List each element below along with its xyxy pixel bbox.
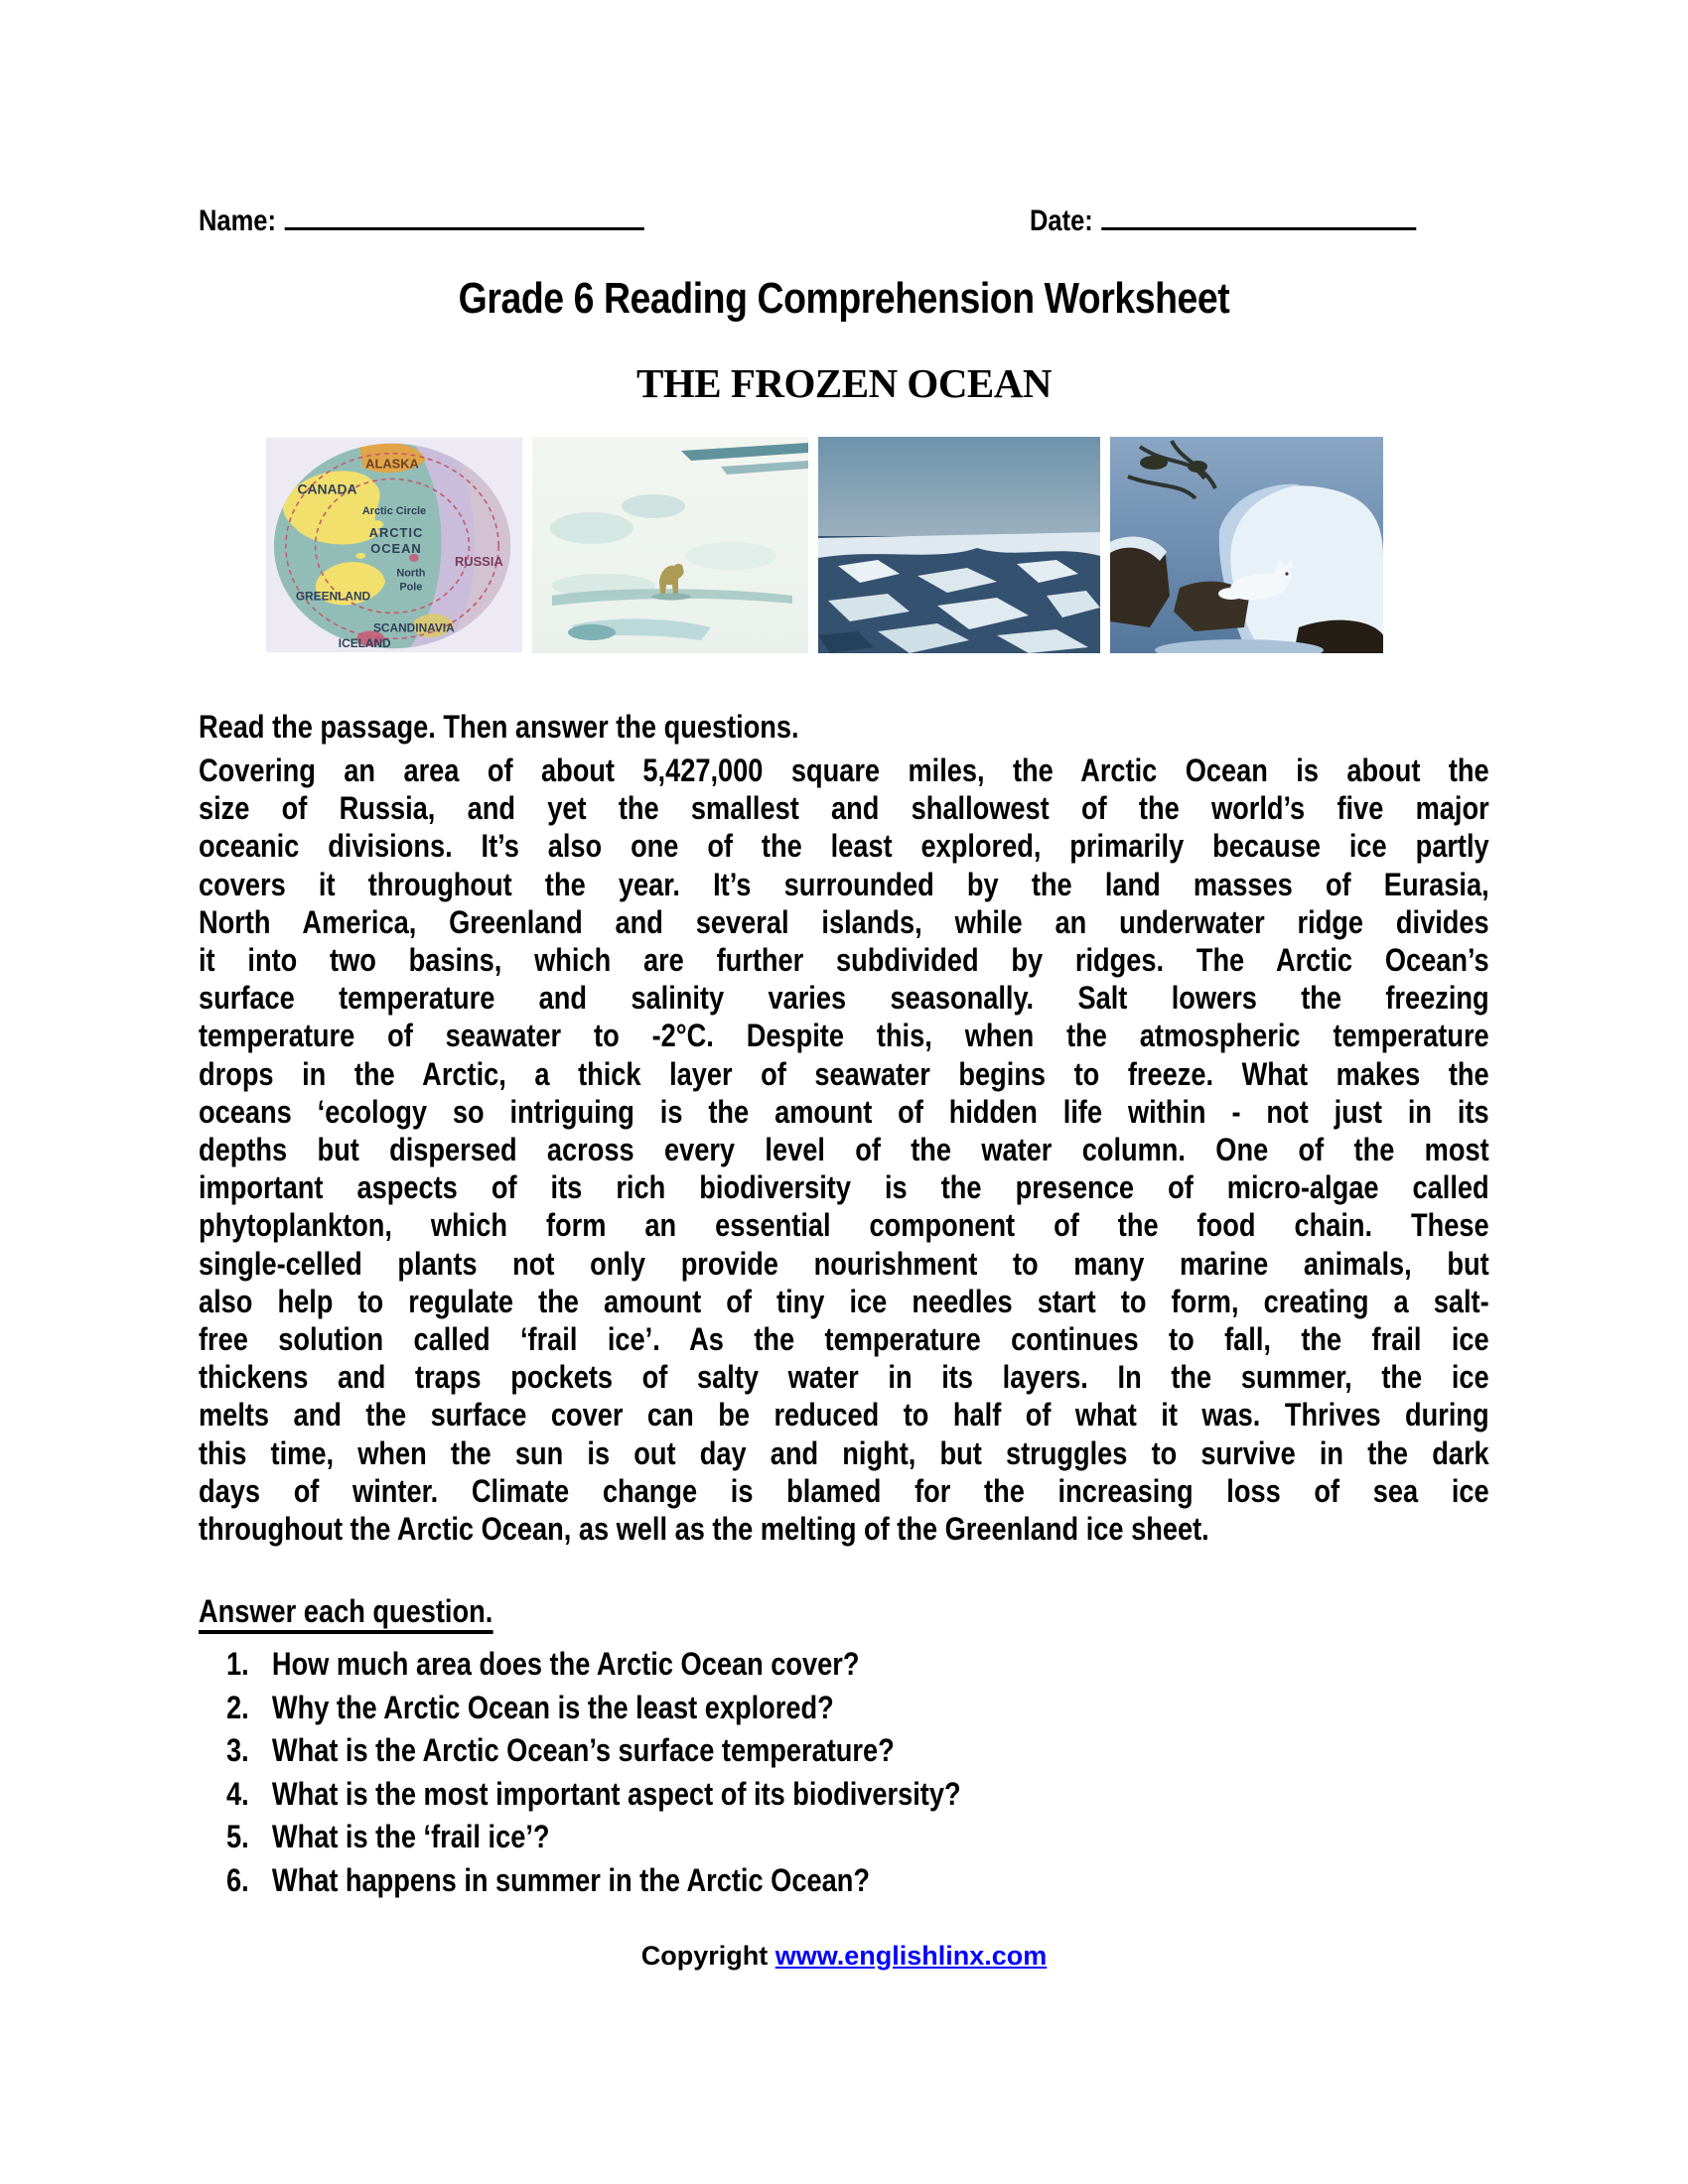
name-label: Name: [199,205,276,237]
page-title: Grade 6 Reading Comprehension Worksheet [458,274,1230,323]
read-instruction: Read the passage. Then answer the questions. [199,709,799,745]
question-text: What is the Arctic Ocean’s surface temperature? [271,1732,895,1769]
arctic-fox-image [1110,437,1383,653]
passage-line: oceanic divisions. It’s also one of the least explored, primarily because ice partly [199,828,1489,865]
passage-line: melts and the surface cover can be reduced to half of what it was. Thrives during [199,1397,1489,1433]
passage-line: covers it throughout the year. It’s surrounded by the land masses of Eurasia, [199,866,1489,902]
question-text: What is the ‘frail ice’? [271,1819,550,1855]
passage-line: it into two basins, which are further subdivided by ridges. The Arctic Ocean’s [199,942,1489,979]
map-label-arctic-circle: Arctic Circle [361,505,427,518]
question-number: 3. [226,1732,249,1769]
question-list [226,1643,1517,1903]
passage-line: size of Russia, and yet the smallest and shallowest of the world’s five major [199,790,1489,827]
question-number: 1. [226,1646,249,1682]
answer-heading: Answer each question. [199,1592,1489,1630]
name-field-group [199,202,644,238]
passage-line: this time, when the sun is out day and night, but struggles to survive in the dark [199,1434,1489,1471]
passage-title: THE FROZEN OCEAN [636,360,1052,406]
passage-line: drops in the Arctic, a thick layer of seawater begins to freeze. What makes the [199,1055,1489,1092]
passage-line: free solution called ‘frail ice’. As the temperature continues to fall, the frail ice [199,1321,1489,1358]
question-number: 2. [226,1689,249,1725]
map-label-alaska: ALASKA [365,456,419,472]
question-number: 4. [226,1775,249,1812]
question-text: What is the most important aspect of its biodiversity? [271,1775,961,1812]
map-label-russia: RUSSIA [454,553,503,569]
map-label-iceland: ICELAND [338,636,391,651]
map-label-pole: Pole [399,581,423,594]
date-label: Date: [1030,205,1093,237]
question-text: What happens in summer in the Arctic Ocean? [271,1861,870,1898]
map-label-ocean: OCEAN [370,540,422,556]
passage-line: days of winter. Climate change is blamed for the increasing loss of sea ice [199,1472,1489,1509]
image-strip [266,437,1383,653]
passage-line: thickens and traps pockets of salty water in its layers. In the summer, the ice [199,1359,1489,1396]
passage-line: North America, Greenland and several islands, while an underwater ridge divides [199,903,1489,940]
question-number: 6. [226,1861,249,1898]
question-text: Why the Arctic Ocean is the least explored? [271,1689,834,1725]
question-item [226,1687,1517,1730]
question-item [226,1816,1517,1859]
passage-line: surface temperature and salinity varies seasonally. Salt lowers the freezing [199,980,1489,1017]
arctic-map-image [266,437,522,653]
date-blank-line [1101,202,1416,230]
polar-bear-image [532,437,808,653]
englishlinx-link[interactable]: www.englishlinx.com [774,1941,1048,1971]
question-number: 5. [226,1819,249,1855]
passage-line: phytoplankton, which form an essential component of the food chain. These [199,1207,1489,1244]
passage-line: Covering an area of about 5,427,000 square miles, the Arctic Ocean is about the [199,752,1489,788]
map-label-greenland: GREENLAND [295,589,371,604]
question-item [226,1643,1517,1687]
question-item [226,1729,1517,1773]
map-label-arctic: ARCTIC [368,525,424,541]
question-item [226,1859,1517,1903]
passage-line: important aspects of its rich biodiversity is the presence of micro-algae called [199,1169,1489,1206]
name-blank-line [284,202,643,230]
footer [0,1940,1688,1972]
passage-line: depths but dispersed across every level of the water column. One of the most [199,1132,1489,1168]
passage-line: oceans ‘ecology so intriguing is the amount of hidden life within - not just in its [199,1093,1489,1130]
passage-line: throughout the Arctic Ocean, as well as the melting of the Greenland ice sheet. [199,1511,1209,1548]
passage-text [199,751,1489,1548]
passage-line: temperature of seawater to -2°C. Despite this, when the atmospheric temperature [199,1018,1489,1054]
passage-line: also help to regulate the amount of tiny ice needles start to form, creating a salt- [199,1283,1489,1319]
map-label-north: North [396,567,426,580]
passage-line: single-celled plants not only provide nourishment to many marine animals, but [199,1245,1489,1282]
date-field-group [1030,202,1416,238]
ice-floes-image [818,437,1100,653]
question-text: How much area does the Arctic Ocean cover? [271,1646,860,1682]
map-label-scandinavia: SCANDINAVIA [372,620,455,635]
copyright-label: Copyright [640,1941,775,1971]
question-item [226,1773,1517,1817]
map-label-canada: CANADA [297,480,357,497]
